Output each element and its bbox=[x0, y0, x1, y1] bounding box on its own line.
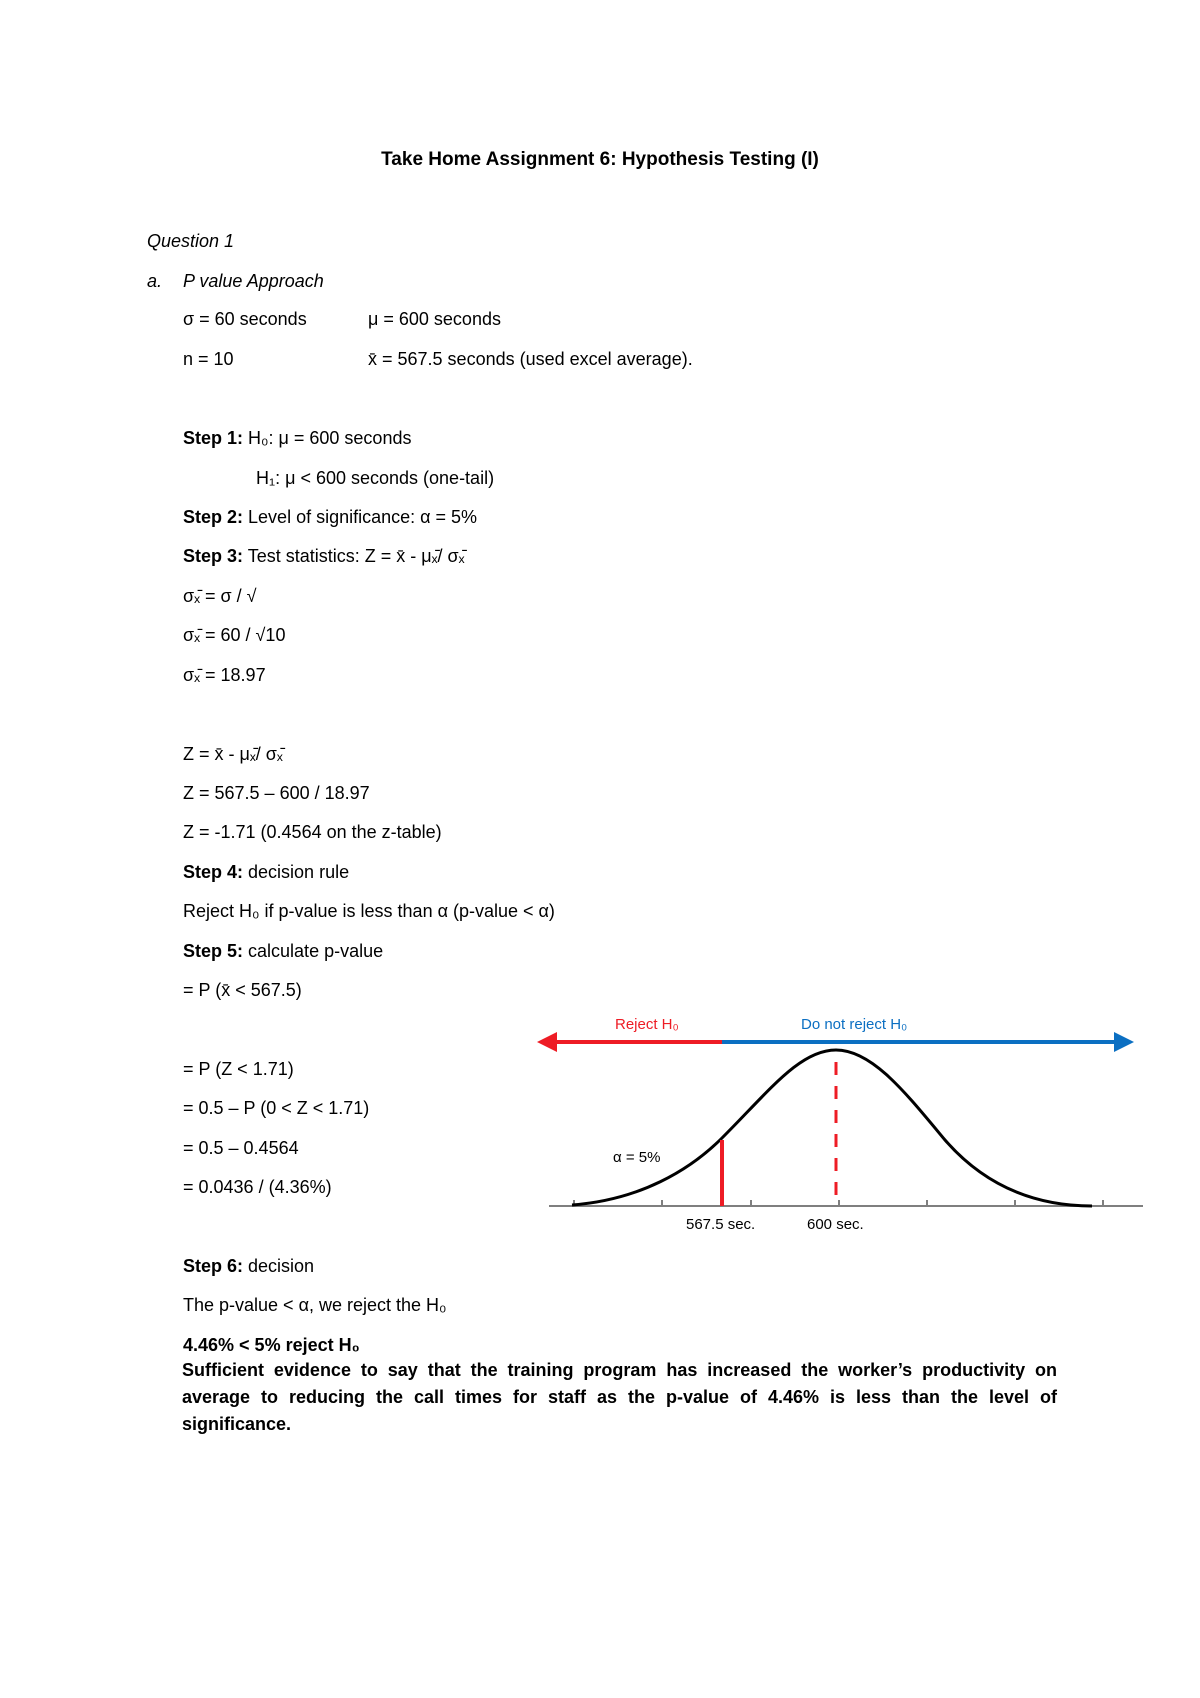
sigma-xbar-line-1: σₓ̄ = σ / √ bbox=[183, 586, 257, 606]
part-marker: a. bbox=[147, 271, 163, 291]
step3-label: Step 3: bbox=[183, 546, 244, 566]
z-substitution-line: Z = 567.5 – 600 / 18.97 bbox=[183, 783, 370, 803]
bell-curve bbox=[572, 1050, 1092, 1206]
step1-h0: H₀: μ = 600 seconds bbox=[248, 428, 412, 448]
reject-region-label: Reject H₀ bbox=[615, 1016, 679, 1033]
step5-label: Step 5: bbox=[183, 941, 244, 961]
critical-value-label: 567.5 sec. bbox=[686, 1216, 756, 1233]
step5-text: calculate p-value bbox=[248, 941, 384, 961]
page-title: Take Home Assignment 6: Hypothesis Testing (I) bbox=[381, 149, 819, 170]
sigma-xbar-line-2: σₓ̄ = 60 / √10 bbox=[183, 625, 286, 645]
step4-label: Step 4: bbox=[183, 862, 244, 882]
decision-rule: Reject H₀ if p-value is less than α (p-value < α) bbox=[183, 901, 555, 921]
pvalue-line-5: = 0.0436 / (4.36%) bbox=[183, 1177, 332, 1197]
given-xbar: x̄ = 567.5 seconds (used excel average). bbox=[368, 349, 693, 369]
part-label: P value Approach bbox=[183, 271, 324, 291]
step2-text: Level of significance: α = 5% bbox=[248, 507, 478, 527]
z-result-line: Z = -1.71 (0.4564 on the z-table) bbox=[183, 822, 442, 842]
given-n: n = 10 bbox=[183, 349, 234, 369]
pvalue-line-3: = 0.5 – P (0 < Z < 1.71) bbox=[183, 1098, 370, 1118]
not-reject-region-label: Do not reject H₀ bbox=[801, 1016, 908, 1033]
pvalue-line-4: = 0.5 – 0.4564 bbox=[183, 1138, 299, 1158]
step4-text: decision rule bbox=[248, 862, 350, 882]
step1-label: Step 1: bbox=[183, 428, 244, 448]
z-formula-line: Z = x̄ - μₓ̄/ σₓ̄ bbox=[183, 744, 283, 764]
alpha-label: α = 5% bbox=[613, 1149, 661, 1166]
decision-statement: The p-value < α, we reject the H₀ bbox=[183, 1295, 447, 1315]
mean-value-label: 600 sec. bbox=[807, 1216, 864, 1233]
question-heading: Question 1 bbox=[147, 231, 235, 251]
step6-label: Step 6: bbox=[183, 1256, 244, 1276]
step3-text: Test statistics: Z = x̄ - μₓ̄/ σₓ̄ bbox=[247, 546, 465, 566]
sigma-xbar-line-3: σₓ̄ = 18.97 bbox=[183, 665, 266, 685]
conclusion-paragraph: Sufficient evidence to say that the training program has increased the worker’s productivity on average to reducing the call times for staff as the p-value of 4.46% is less than the level of significance. bbox=[182, 1360, 1057, 1434]
step1-h1: H₁: μ < 600 seconds (one-tail) bbox=[256, 468, 495, 488]
given-sigma: σ = 60 seconds bbox=[183, 309, 307, 329]
step6-text: decision bbox=[248, 1256, 315, 1276]
pvalue-line-1: = P (x̄ < 567.5) bbox=[183, 980, 302, 1000]
given-mu: μ = 600 seconds bbox=[368, 309, 501, 329]
step2-label: Step 2: bbox=[183, 507, 244, 527]
conclusion-compare: 4.46% < 5% reject H₀ bbox=[183, 1335, 360, 1355]
pvalue-line-2: = P (Z < 1.71) bbox=[183, 1059, 294, 1079]
